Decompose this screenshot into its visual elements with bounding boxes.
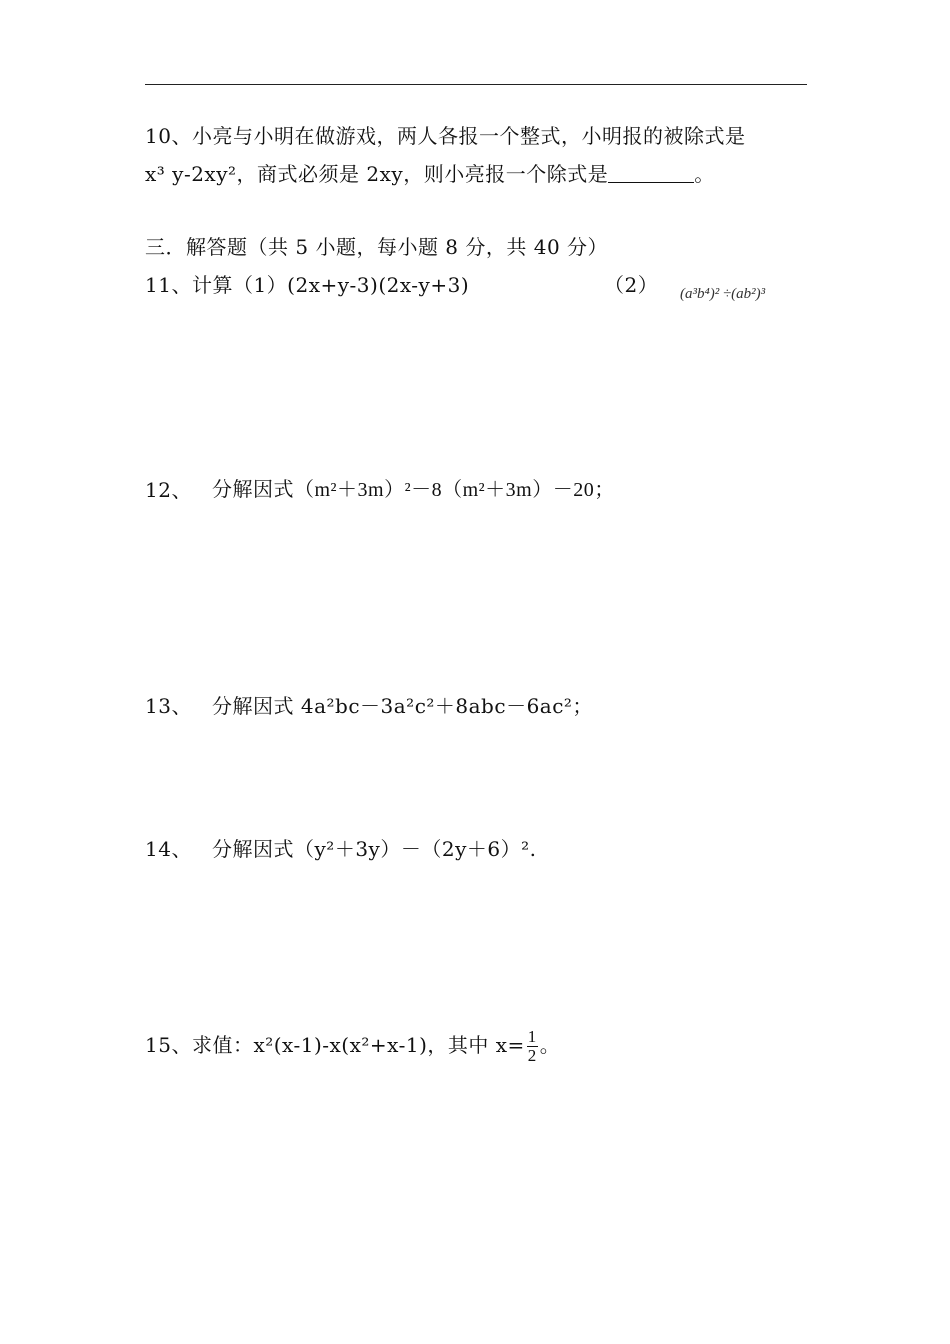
q13-number-text: 13、 [145,694,192,718]
q15-text-end: 。 [539,1033,561,1057]
q14-text: 分解因式（y²＋3y）－（2y＋6）². [212,837,537,861]
q15-fraction-numerator: 1 [527,1027,537,1046]
header-rule [145,84,807,85]
section3-title-text: 三．解答题（共 5 小题，每小题 8 分，共 40 分） [145,235,609,259]
q11-part1 [145,271,469,299]
q15-question [145,1028,560,1065]
q11-part2-label [604,271,658,299]
q12-text: 分解因式（m²＋3m）²－8（m²＋3m）－20； [212,479,615,501]
q11-part1-text: 11、计算（1）(2x+y-3)(2x-y+3) [145,273,470,297]
q12-question [212,476,615,504]
q15-fraction [527,1028,538,1065]
q14-question [212,835,536,863]
q12-number [145,476,192,504]
q12-number-text: 12、 [145,478,192,502]
q15-fraction-denominator: 2 [527,1046,537,1065]
q10-text-line1: 10、小亮与小明在做游戏，两人各报一个整式，小明报的被除式是 [145,124,746,148]
q13-number [145,692,192,720]
q10-answer-blank[interactable] [608,162,694,183]
q10-line1 [145,122,745,150]
q11-part2-label-text: （2） [604,273,659,297]
q10-text-end: 。 [694,162,715,186]
q10-line2 [145,160,715,188]
q11-part2-expression: (a³b⁴)² ÷(ab²)³ [680,286,766,302]
q13-question [212,692,593,720]
section3-title [145,233,608,261]
q15-text: 15、求值：x²(x-1)-x(x²+x-1)，其中 x= [145,1033,525,1057]
q10-text-line2: x³ y-2xy²，商式必须是 2xy，则小亮报一个除式是 [145,162,609,186]
q13-text: 分解因式 4a²bc－3a²c²＋8abc－6ac²； [212,694,593,718]
q14-number-text: 14、 [145,837,192,861]
q14-number [145,835,192,863]
